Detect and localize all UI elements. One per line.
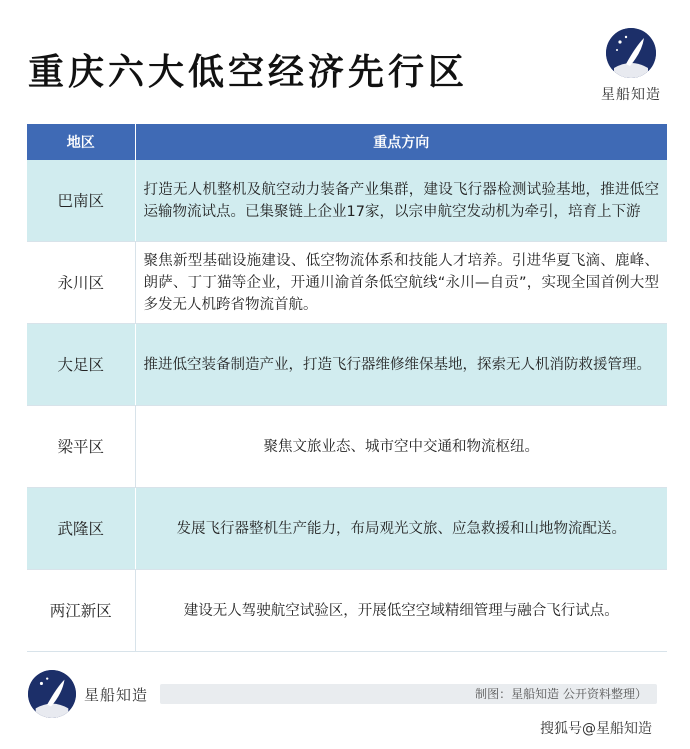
region-table [27,124,667,636]
detail-cell: 发展飞行器整机生产能力，布局观光文旅、应急救援和山地物流配送。 [135,488,667,570]
column-header-focus: 重点方向 [135,124,667,160]
watermark: 搜狐号@星船知造 [540,721,652,737]
detail-cell: 聚焦文旅业态、城市空中交通和物流枢纽。 [135,406,667,488]
logo-graphic [606,28,656,78]
detail-cell: 推进低空装备制造产业，打造飞行器维修维保基地，探索无人机消防救援管理。 [135,324,667,406]
table-row [27,488,667,570]
region-cell: 永川区 [27,242,135,324]
footer-credit: 制图：星船知造 公开资料整理） [475,687,647,701]
footer-credit-bar [160,684,657,704]
table [27,124,667,652]
footer-logo-graphic [28,670,76,718]
table-row [27,324,667,406]
table-row [27,242,667,324]
page-title: 重庆六大低空经济先行区 [28,52,469,93]
region-cell: 两江新区 [27,570,135,652]
brand-logo-icon [606,28,656,78]
region-cell: 梁平区 [27,406,135,488]
brand-block [596,28,666,104]
detail-cell: 建设无人驾驶航空试验区，开展低空空域精细管理与融合飞行试点。 [135,570,667,652]
table-row [27,406,667,488]
table-row [27,570,667,652]
header [0,0,690,120]
detail-cell: 聚焦新型基础设施建设、低空物流体系和技能人才培养。引进华夏飞滴、鹿峰、朗萨、丁丁猫等企业，开通川渝首条低空航线“永川—自贡”，实现全国首例大型多发无人机跨省物流首航。 [135,242,667,324]
region-cell: 武隆区 [27,488,135,570]
column-header-region: 地区 [27,124,135,160]
footer-logo-icon [28,670,76,718]
brand-name: 星船知造 [601,87,661,103]
region-cell: 巴南区 [27,160,135,242]
table-row [27,160,667,242]
region-cell: 大足区 [27,324,135,406]
footer-brand-name: 星船知造 [84,686,149,704]
detail-cell: 打造无人机整机及航空动力装备产业集群，建设飞行器检测试验基地，推进低空运输物流试点。已集聚链上企业17家，以宗申航空发动机为牵引，培育上下游 [135,160,667,242]
table-header-row [27,124,667,160]
